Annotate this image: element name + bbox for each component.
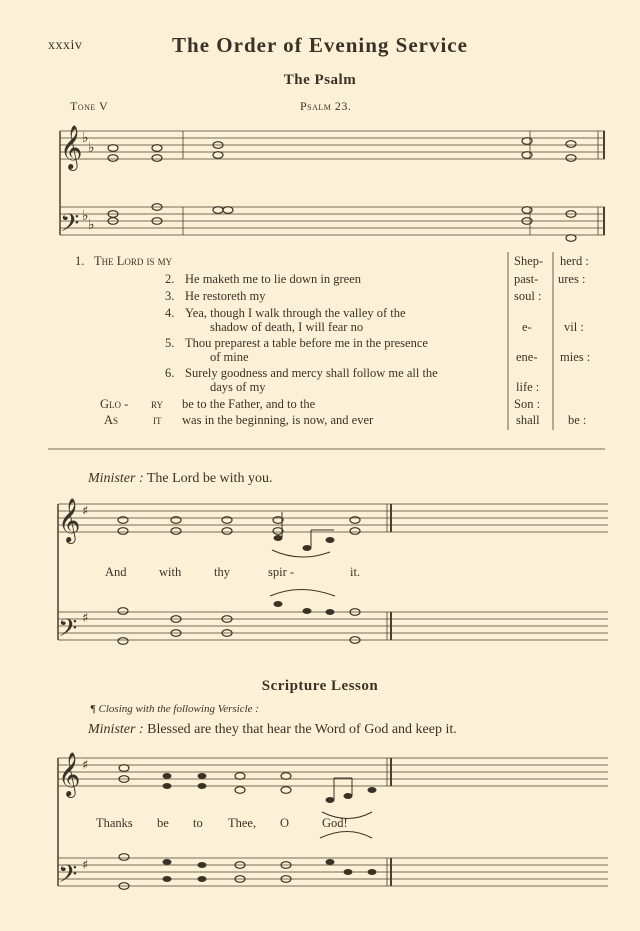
bass-clef-icon: 𝄢 (58, 860, 78, 895)
lyric-word: O (280, 816, 290, 830)
verse-number: 2. (165, 272, 175, 286)
verse-number: 1. (75, 254, 85, 268)
verse-word-1: past- (514, 272, 539, 286)
svg-text:♯: ♯ (82, 758, 89, 773)
psalm-heading: The Psalm (283, 72, 357, 88)
versicle1-treble-staff (58, 504, 608, 532)
verse-number: 3. (165, 289, 175, 303)
minister-line (88, 471, 272, 487)
bass-clef-icon: 𝄢 (60, 209, 80, 244)
svg-text:♭: ♭ (88, 140, 95, 156)
minister-text: The Lord be with you. (146, 471, 273, 486)
treble-clef-icon: 𝄞 (58, 752, 81, 796)
treble-clef-icon: 𝄞 (60, 125, 83, 169)
verse-word-1: Shep- (514, 254, 544, 268)
verse-word-2: vil : (564, 320, 584, 334)
verse-text-cont: days of my (210, 380, 266, 394)
verse-word-1: life : (516, 380, 540, 394)
gloria-a: Glo - (100, 397, 129, 411)
rubric-text: Closing with the following Versicle : (98, 703, 259, 715)
tone-label: Tone V (70, 99, 109, 113)
bass-clef-icon: 𝄢 (58, 614, 78, 649)
scripture-heading: Scripture Lesson (261, 678, 379, 694)
minister-text: Blessed are they that hear the Word of God and keep it. (147, 722, 457, 737)
verse-text: Surely goodness and mercy shall follow me all the (185, 366, 438, 380)
versicle2-treble-staff (58, 758, 608, 786)
svg-text:♭: ♭ (88, 217, 95, 233)
gloria-a: As (104, 413, 119, 427)
verse-text-cont: shadow of death, I will fear no (210, 320, 364, 334)
chant-treble-staff (60, 131, 605, 159)
lyric-word: it. (350, 565, 361, 579)
gloria-b: ry (151, 397, 164, 411)
versicle1-bass-staff (58, 612, 608, 640)
lyric-word: Thee, (228, 816, 257, 830)
svg-text:♭: ♭ (82, 208, 89, 224)
gloria-word-1: shall (516, 413, 540, 427)
chant-bass-staff (60, 207, 605, 235)
lyric-word: thy (214, 565, 230, 579)
svg-text:♯: ♯ (82, 858, 89, 873)
minister-label: Minister : (88, 471, 144, 486)
svg-text:♭: ♭ (82, 130, 89, 146)
verse-word-1: soul : (514, 289, 542, 303)
verse-word-2: herd : (560, 254, 589, 268)
minister-label: Minister : (88, 722, 144, 737)
verse-number: 6. (165, 366, 175, 380)
verse-word-1: e- (522, 320, 532, 334)
lyric-word: spir - (268, 565, 295, 579)
page-number: xxxiv (48, 38, 83, 53)
treble-clef-icon: 𝄞 (58, 498, 81, 542)
gloria-text: was in the beginning, is now, and ever (182, 413, 374, 427)
verse-word-2: ures : (558, 272, 586, 286)
lyric-word: be (157, 816, 169, 830)
verse-number: 5. (165, 336, 175, 350)
minister-line (88, 722, 457, 738)
verse-text-cont: of mine (210, 350, 249, 364)
svg-text:♯: ♯ (82, 504, 89, 519)
gloria-word-1: Son : (514, 397, 541, 411)
rubric (90, 703, 259, 715)
lyric-word: God! (322, 816, 348, 830)
verse-text: He maketh me to lie down in green (185, 272, 361, 286)
verse-text: He restoreth my (185, 289, 266, 303)
verse-word-1: ene- (516, 350, 538, 364)
gloria-word-2: be : (568, 413, 587, 427)
verse-text: Yea, though I walk through the valley of the (185, 306, 406, 320)
psalm-reference: Psalm 23. (300, 99, 352, 113)
verse-number: 4. (165, 306, 175, 320)
verse-word-2: mies : (560, 350, 591, 364)
lyric-word: with (159, 565, 182, 579)
gloria-text: be to the Father, and to the (182, 397, 316, 411)
verse-text: The Lord is my (94, 254, 173, 268)
verse-text: Thou preparest a table before me in the presence (185, 336, 428, 350)
lyric-word: to (193, 816, 203, 830)
gloria-b: it (153, 413, 162, 427)
running-title: The Order of Evening Service (172, 33, 468, 57)
svg-text:♯: ♯ (82, 611, 89, 626)
rubric-mark: ¶ (90, 703, 96, 715)
lyric-word: And (105, 565, 127, 579)
lyric-word: Thanks (96, 816, 133, 830)
